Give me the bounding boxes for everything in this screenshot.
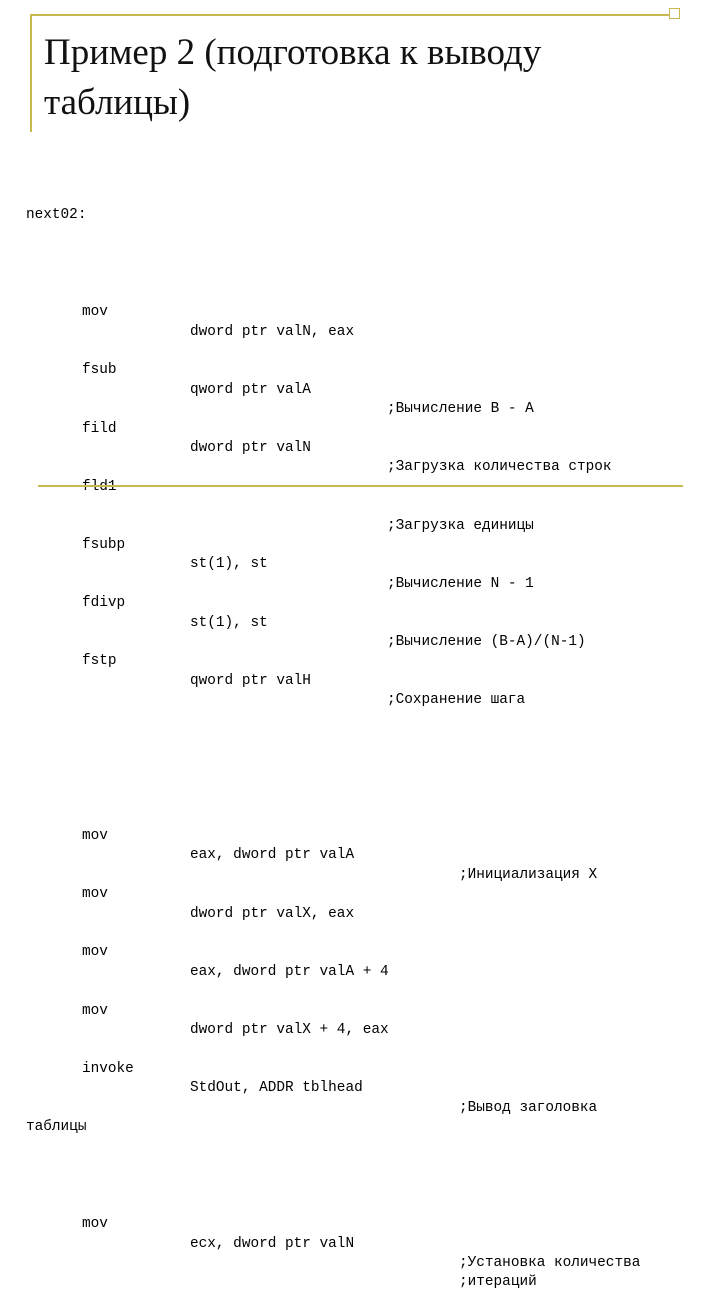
operands: qword ptr valH	[190, 672, 311, 689]
blank-line	[26, 711, 61, 730]
operands: st(1), st	[190, 614, 268, 631]
comment: ;Установка количества	[459, 1254, 641, 1271]
operands: st(1), st	[190, 556, 268, 573]
code-line	[26, 1254, 537, 1291]
comment: ;Загрузка единицы	[387, 517, 534, 534]
mnemonic: mov	[82, 1002, 108, 1019]
code-line	[26, 284, 355, 340]
comment: ;Вычисление (B-A)/(N-1)	[387, 634, 586, 651]
decorative-bottom-line	[38, 485, 683, 487]
code-line	[26, 1040, 598, 1116]
mnemonic: fild	[82, 420, 117, 437]
code-line-label	[26, 187, 87, 224]
operands: dword ptr valN	[190, 440, 311, 457]
operands: qword ptr valA	[190, 381, 311, 398]
operands: dword ptr valN, eax	[190, 323, 355, 340]
comment: ;Вывод заголовка	[459, 1099, 598, 1116]
operands: eax, dword ptr valA + 4	[190, 963, 389, 980]
decorative-vertical-line	[30, 14, 32, 132]
code-line	[26, 982, 389, 1039]
code-line	[26, 924, 389, 980]
mnemonic: mov	[82, 886, 108, 903]
operands: ecx, dword ptr valN	[190, 1235, 355, 1252]
mnemonic: mov	[82, 1216, 108, 1233]
mnemonic: fsubp	[82, 537, 126, 554]
operands: dword ptr valX, eax	[190, 905, 355, 922]
operands: eax, dword ptr valA	[190, 847, 355, 864]
operands: StdOut, ADDR tblhead	[190, 1080, 363, 1097]
comment: ;Сохранение шага	[387, 692, 526, 709]
mnemonic: fsub	[82, 362, 117, 379]
comment: ;Инициализация X	[459, 866, 598, 883]
mnemonic: fstp	[82, 653, 117, 670]
comment-continuation: ;итераций	[459, 1274, 537, 1291]
code-line	[26, 866, 355, 922]
code-line-wrap	[26, 1099, 87, 1136]
mnemonic: fdivp	[82, 595, 126, 612]
code-line	[26, 1196, 641, 1271]
page-title: Пример 2 (подготовка к выводу таблицы)	[44, 32, 542, 123]
comment: ;Вычисление N - 1	[387, 575, 534, 592]
mnemonic: mov	[82, 304, 108, 321]
comment: ;Вычисление B - A	[387, 401, 534, 418]
mnemonic: mov	[82, 944, 108, 961]
mnemonic: mov	[82, 828, 108, 845]
wrapped-text: таблицы	[26, 1119, 87, 1136]
decorative-square	[669, 8, 680, 19]
label-text: next02:	[26, 207, 87, 224]
decorative-top-line	[30, 14, 680, 16]
code-line	[26, 808, 598, 883]
code-line	[26, 342, 534, 418]
operands: dword ptr valX + 4, eax	[190, 1022, 389, 1039]
mnemonic	[82, 478, 117, 497]
code-listing	[26, 148, 641, 1293]
comment: ;Загрузка количества строк	[387, 459, 612, 476]
mnemonic: invoke	[82, 1060, 134, 1077]
